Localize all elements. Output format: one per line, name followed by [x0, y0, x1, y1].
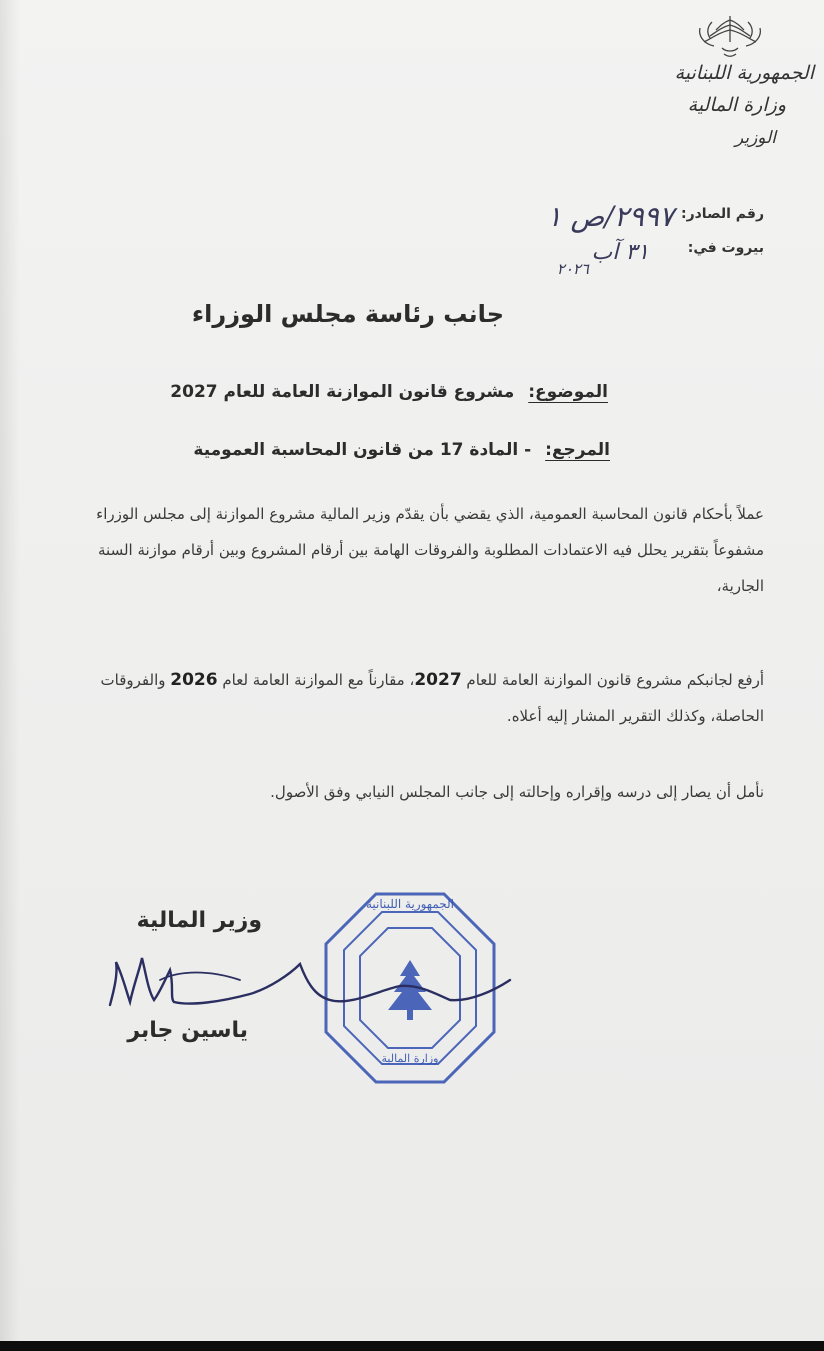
- para2-part-c: والفروقات الحاصلة، وكذلك التقرير المشار إليه أعلاه.: [100, 671, 764, 725]
- signatory-title: وزير المالية: [136, 908, 262, 933]
- subject-row: [170, 382, 608, 402]
- place-date-label: بيروت في:: [687, 240, 764, 256]
- body-paragraph-1: عملاً بأحكام قانون المحاسبة العمومية، الذي يقضي بأن يقدّم وزير المالية مشروع الموازنة إلى مجلس الوزراء مشفوعاً بتقرير يحلل فيه الاعتمادات المطلوبة والفروقات الهامة بين أرقام المشروع وبين أرقام موازنة السنة الجارية،: [96, 505, 764, 595]
- subject-value: مشروع قانون الموازنة العامة للعام 2027: [170, 382, 515, 402]
- para2-year-1: 2027: [414, 670, 462, 690]
- letterhead-ministry: وزارة المالية: [687, 94, 786, 116]
- reference-value: - المادة 17 من قانون المحاسبة العمومية: [193, 440, 532, 460]
- date-value: ٣١ آب: [591, 240, 649, 265]
- page-shadow: [0, 0, 20, 1341]
- stamp-outer-text: الجمهورية اللبنانية: [365, 897, 455, 911]
- body-paragraph-3: نأمل أن يصار إلى درسه وإقراره وإحالته إلى جانب المجلس النيابي وفق الأصول.: [270, 783, 764, 801]
- para2-part-b: ، مقارناً مع الموازنة العامة لعام: [217, 671, 415, 689]
- outgoing-number-label: رقم الصادر:: [680, 206, 764, 222]
- para2-part-a: أرفع لجانبكم مشروع قانون الموازنة العامة للعام: [461, 671, 764, 689]
- subject-label: الموضوع:: [528, 382, 608, 402]
- reference-label: المرجع:: [545, 440, 610, 460]
- letterhead-republic: الجمهورية اللبنانية: [674, 62, 814, 84]
- reference-row: [193, 440, 610, 460]
- body-paragraph-2: [64, 662, 764, 734]
- para2-year-2: 2026: [170, 670, 218, 690]
- letterhead-minister: الوزير: [734, 128, 776, 148]
- bottom-bar: [0, 1341, 824, 1351]
- stamp-inner-text: وزارة المالية: [381, 1052, 439, 1065]
- signatory-name: ياسين جابر: [127, 1018, 248, 1043]
- addressee: جانب رئاسة مجلس الوزراء: [191, 300, 504, 328]
- handwritten-signature: [100, 940, 520, 1030]
- year-value: ٢٠٢٦: [556, 260, 589, 278]
- cedar-emblem-icon: [690, 12, 770, 62]
- outgoing-number-value: ٢٩٩٧/ص ١: [546, 200, 674, 233]
